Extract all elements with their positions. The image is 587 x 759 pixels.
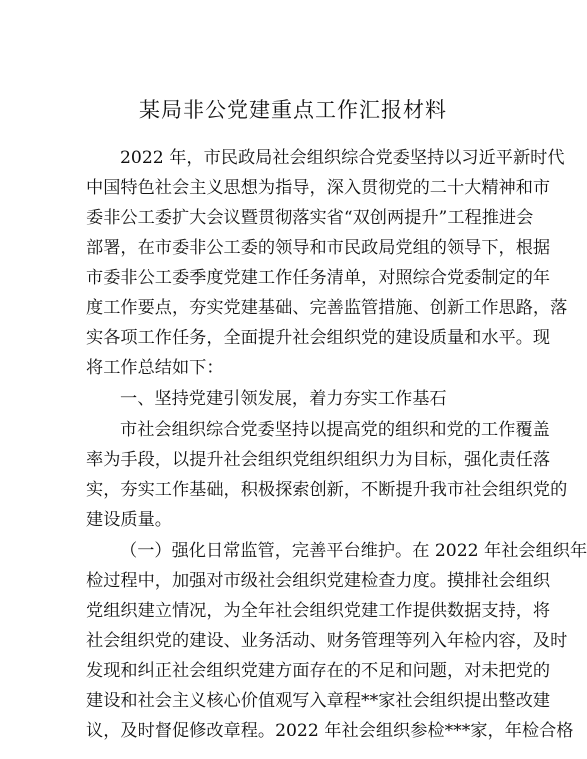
paragraph-line: 市委非公工委季度党建工作任务清单，对照综合党委制定的年 [86, 268, 551, 288]
paragraph-line: 发现和纠正社会组织党建方面存在的不足和问题，对未把党的 [86, 661, 551, 681]
paragraph-line: 2022 年，市民政局社会组织综合党委坚持以习近平新时代 [120, 148, 565, 168]
paragraph-line: 党组织建立情况，为全年社会组织党建工作提供数据支持，将 [86, 601, 551, 621]
paragraph-line: 议，及时督促修改章程。2022 年社会组织参检***家，年检合格 [86, 721, 574, 741]
section-heading: 一、坚持党建引领发展，着力夯实工作基石 [120, 389, 447, 409]
paragraph-line: 率为手段，以提升社会组织党组织组织力为目标，强化责任落 [86, 450, 551, 470]
paragraph-line: 实各项工作任务，全面提升社会组织党的建设质量和水平。现 [86, 328, 551, 348]
paragraph-line: 社会组织党的建设、业务活动、财务管理等列入年检内容，及时 [86, 631, 568, 651]
paragraph-line: 部署，在市委非公工委的领导和市民政局党组的领导下，根据 [86, 238, 551, 258]
paragraph-line: 将工作总结如下： [86, 358, 224, 378]
paragraph-line: 建设质量。 [86, 510, 172, 530]
paragraph-line: （一）强化日常监管，完善平台维护。在 2022 年社会组织年 [120, 541, 587, 561]
document-title: 某局非公党建重点工作汇报材料 [139, 98, 447, 122]
paragraph-line: 建设和社会主义核心价值观写入章程**家社会组织提出整改建 [86, 691, 551, 711]
paragraph-line: 委非公工委扩大会议暨贯彻落实省“双创两提升”工程推进会 [86, 208, 534, 228]
paragraph-line: 度工作要点，夯实党建基础、完善监管措施、创新工作思路，落 [86, 298, 568, 318]
paragraph-line: 中国特色社会主义思想为指导，深入贯彻党的二十大精神和市 [86, 178, 551, 198]
paragraph-line: 实，夯实工作基础，积极探索创新，不断提升我市社会组织党的 [86, 480, 568, 500]
paragraph-line: 市社会组织综合党委坚持以提高党的组织和党的工作覆盖 [120, 420, 550, 440]
paragraph-line: 检过程中，加强对市级社会组织党建检查力度。摸排社会组织 [86, 571, 551, 591]
